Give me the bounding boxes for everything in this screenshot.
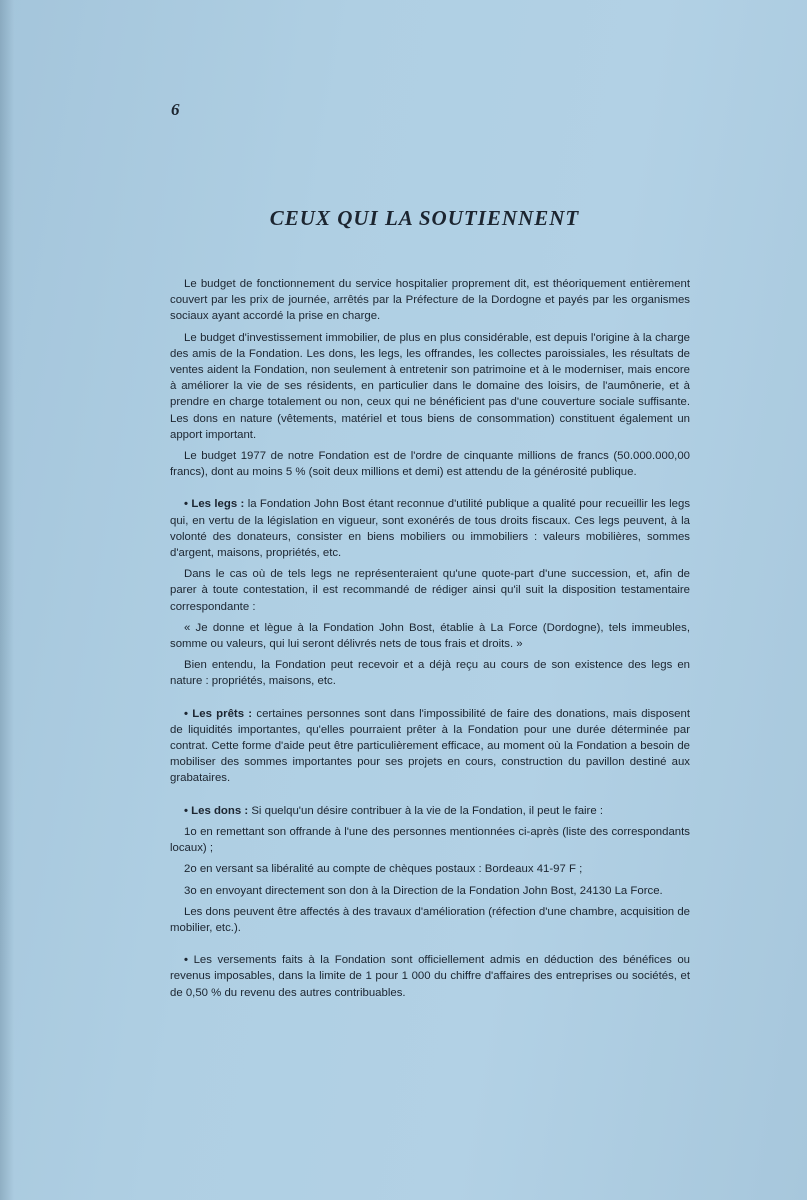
dons-item: 2o en versant sa libéralité au compte de chèques postaux : Bordeaux 41-97 F ; xyxy=(184,863,583,876)
bullet-icon: • xyxy=(184,498,188,511)
legs-paragraph xyxy=(170,496,690,561)
legs-label: Les legs : xyxy=(191,498,245,511)
intro-paragraph: Le budget 1977 de notre Fondation est de l'ordre de cinquante millions de francs (50.000.000,00 francs), dont au moins 5 % (soit deux millions et demi) est attendu de la générosité publique. xyxy=(170,450,690,479)
legs-text: la Fondation John Bost étant reconnue d'utilité publique a qualité pour recueillir les legs qui, en vertu de la législation en vigueur, sont exonérés de tous droits fiscaux. Ces legs peuvent, à la volonté des donateurs, consister en biens mobiliers ou immobiliers : valeurs mobilières, sommes d'argent, maisons, propriétés, etc. xyxy=(170,498,691,560)
bullet-icon: • xyxy=(184,707,188,720)
legs-paragraph-3: Bien entendu, la Fondation peut recevoir et a déjà reçu au cours de son existence des legs en nature : propriétés, maisons, etc. xyxy=(170,659,690,688)
intro-paragraph: Le budget de fonctionnement du service hospitalier proprement dit, est théoriquement entièrement couvert par les prix de journée, arrêtés par la Préfecture de la Dordogne et payés par les organismes sociaux ayant accordé la prise en charge. xyxy=(170,278,690,323)
versements-text: Les versements faits à la Fondation sont officiellement admis en déduction des bénéfices ou revenus imposables, dans la limite de 1 pour 1 000 du chiffre d'affaires des entreprises ou sociétés, et de 0,50 % du revenu des autres contribuables. xyxy=(170,954,690,999)
page-edge-shadow xyxy=(0,0,14,1200)
dons-item: 1o en remettant son offrande à l'une des personnes mentionnées ci-après (liste des correspondants locaux) ; xyxy=(170,825,690,855)
dons-item: 3o en envoyant directement son don à la Direction de la Fondation John Bost, 24130 La Force. xyxy=(184,884,663,897)
dons-text: Si quelqu'un désire contribuer à la vie de la Fondation, il peut le faire : xyxy=(251,804,604,817)
legs-paragraph-2: Dans le cas où de tels legs ne représenteraient qu'une quote-part d'une succession, et, afin de parer à toute contestation, il est recommandé de rédiger ainsi qu'il suit la disposition testamentaire correspondante : xyxy=(170,568,690,613)
dons-affectation: Les dons peuvent être affectés à des travaux d'amélioration (réfection d'une chambre, acquisition de mobilier, etc.). xyxy=(170,905,690,934)
page-number: 6 xyxy=(171,100,180,119)
bullet-icon: • xyxy=(184,954,188,967)
intro-paragraph: Le budget d'investissement immobilier, de plus en plus considérable, est depuis l'origine à la charge des amis de la Fondation. Les dons, les legs, les offrandes, les collectes paroissiales, les résultats de ventes aident la Fondation, non seulement à entretenir son patrimoine et à le moderniser, mais encore à améliorer la vie de ses résidents, en particulier dans le domaine des loisirs, de l'aumônerie, et à prendre en charge totalement ou non, ceux qui ne bénéficient pas d'une couverture sociale suffisante. Les dons en nature (vêtements, matériel et tous biens de consommation) constituent également un apport important. xyxy=(170,331,690,441)
body-text xyxy=(170,276,690,1006)
prets-paragraph xyxy=(170,706,690,787)
prets-text: certaines personnes sont dans l'impossibilité de faire des donations, mais disposent de liquidités importantes, qu'elles pourraient prêter à la Fondation pour une durée déterminée par contrat. Cette forme d'aide peut être particulièrement efficace, au moment où la Fondation a besoin de mobiliser des sommes importantes pour ses projets en cours, construction du pavillon destiné aux grabataires. xyxy=(170,707,691,785)
versements-paragraph xyxy=(170,952,690,1001)
dons-paragraph xyxy=(170,803,690,819)
prets-label: Les prêts : xyxy=(192,707,253,720)
dons-label: Les dons : xyxy=(191,804,249,817)
legs-quote: « Je donne et lègue à la Fondation John Bost, établie à La Force (Dordogne), tels immeubles, somme ou valeurs, qui lui seront délivrés nets de tous frais et droits. » xyxy=(170,621,690,651)
bullet-icon: • xyxy=(184,804,188,817)
page-title: CEUX QUI LA SOUTIENNENT xyxy=(269,206,580,230)
